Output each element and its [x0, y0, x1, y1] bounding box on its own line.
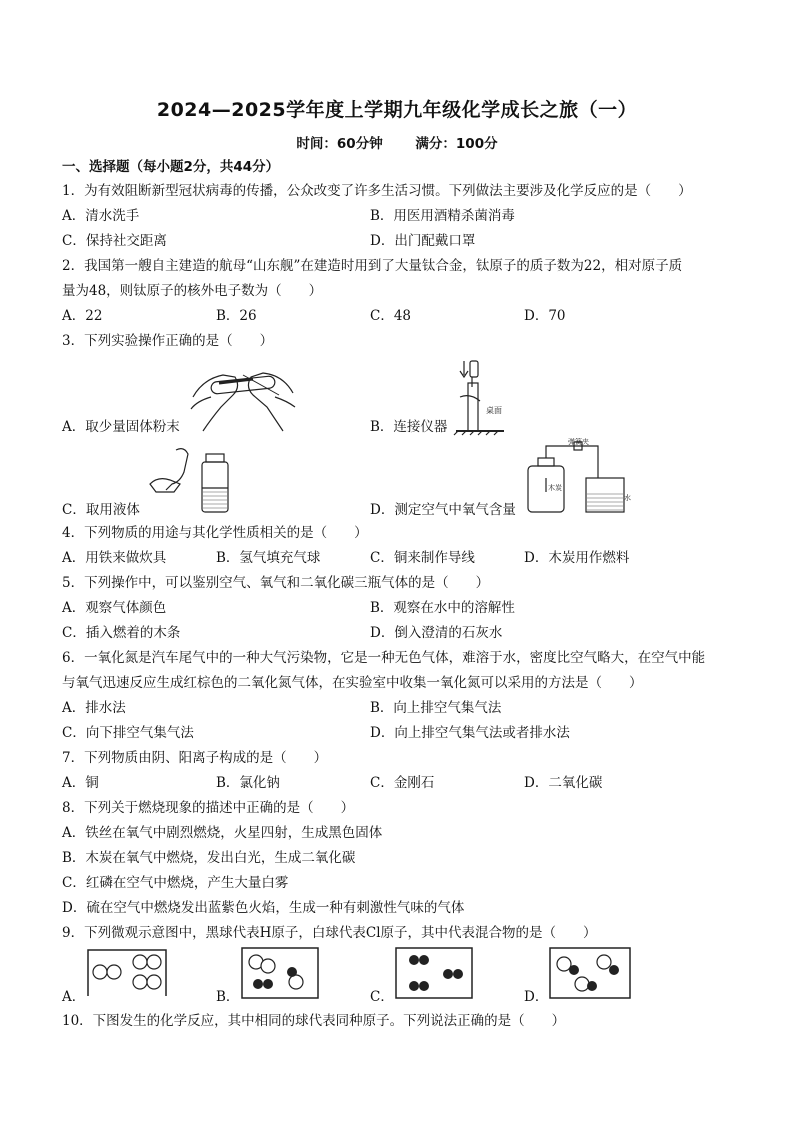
q1-option-a: A．清水洗手: [62, 208, 140, 224]
q2-option-d: D．70: [524, 308, 566, 324]
q6-option-c: C．向下排空气集气法: [62, 725, 194, 741]
q8-option-b: B．木炭在氧气中燃烧，发出白光，生成二氧化碳: [62, 850, 356, 866]
q3-option-d: D．测定空气中氧气含量: [370, 502, 516, 518]
question-10-stem: 10．下图发生的化学反应，其中相同的球代表同种原子。下列说法正确的是（ ）: [62, 1013, 566, 1029]
q3-option-b: B．连接仪器: [370, 419, 448, 435]
q4-option-d: D．木炭用作燃料: [524, 550, 630, 566]
q6-option-d: D．向上排空气集气法或者排水法: [370, 725, 570, 741]
exam-score: 满分：100分: [415, 136, 498, 152]
question-2-stem-line1: 2．我国第一艘自主建造的航母“山东舰”在建造时用到了大量钛合金，钛原子的质子数为22，相对原子质: [62, 258, 683, 274]
q9-figure-d: [548, 946, 632, 1000]
q5-option-a: A．观察气体颜色: [62, 600, 167, 616]
question-8-stem: 8．下列关于燃烧现象的描述中正确的是（ ）: [62, 800, 355, 816]
q8-option-d: D．硫在空气中燃烧发出蓝紫色火焰，生成一种有刺激性气味的气体: [62, 900, 465, 916]
q3-figure-d: [522, 438, 632, 516]
q4-option-a: A．用铁来做炊具: [62, 550, 167, 566]
q7-option-c: C．金刚石: [370, 775, 435, 791]
q5-option-d: D．倒入澄清的石灰水: [370, 625, 503, 641]
question-1-stem: 1．为有效阻断新型冠状病毒的传播，公众改变了许多生活习惯。下列做法主要涉及化学反应的是（ ）: [62, 183, 692, 199]
q8-option-a: A．铁丝在氧气中剧烈燃烧，火星四射，生成黑色固体: [62, 825, 383, 841]
q9-option-a: A．: [62, 989, 86, 1005]
question-6-stem-line2: 与氧气迅速反应生成红棕色的二氧化氮气体，在实验室中收集一氧化氮可以采用的方法是（ ）: [62, 675, 643, 691]
question-5-stem: 5．下列操作中，可以鉴别空气、氧气和二氧化碳三瓶气体的是（ ）: [62, 575, 490, 591]
question-4-stem: 4．下列物质的用途与其化学性质相关的是（ ）: [62, 525, 368, 541]
q3-option-c: C．取用液体: [62, 502, 140, 518]
q9-figure-a: [86, 948, 168, 998]
q7-option-a: A．铜: [62, 775, 99, 791]
question-2-stem-line2: 量为48，则钛原子的核外电子数为（ ）: [62, 283, 323, 299]
q1-option-b: B．用医用酒精杀菌消毒: [370, 208, 515, 224]
exam-title: 2024—2025学年度上学期九年级化学成长之旅（一）: [156, 99, 638, 121]
question-9-stem: 9．下列微观示意图中，黑球代表H原子，白球代表Cl原子，其中代表混合物的是（ ）: [62, 925, 597, 941]
question-6-stem-line1: 6．一氧化氮是汽车尾气中的一种大气污染物，它是一种无色气体，难溶于水，密度比空气略大，在空气中能: [62, 650, 706, 666]
q3-table-label: 桌面: [486, 406, 502, 415]
q2-option-c: C．48: [370, 308, 412, 324]
q5-option-b: B．观察在水中的溶解性: [370, 600, 515, 616]
q7-option-b: B．氯化钠: [216, 775, 280, 791]
q5-option-c: C．插入燃着的木条: [62, 625, 181, 641]
q2-option-a: A．22: [62, 308, 103, 324]
exam-time: 时间：60分钟: [296, 136, 383, 152]
exam-subtitle: [0, 132, 794, 152]
q3-carbon-label: 木炭: [548, 484, 562, 492]
q9-option-c: C．: [370, 989, 394, 1005]
q1-option-c: C．保持社交距离: [62, 233, 167, 249]
q7-option-d: D．二氧化碳: [524, 775, 603, 791]
q6-option-a: A．排水法: [62, 700, 126, 716]
q9-option-b: B．: [216, 989, 240, 1005]
q8-option-c: C．红磷在空气中燃烧，产生大量白雾: [62, 875, 289, 891]
section-heading: 一、选择题（每小题2分，共44分）: [62, 159, 280, 175]
q3-figure-a: [183, 357, 303, 435]
q3-option-a: A．取少量固体粉末: [62, 419, 180, 435]
q3-figure-c: [140, 440, 240, 520]
q1-option-d: D．出门配戴口罩: [370, 233, 476, 249]
q3-figure-b: [440, 357, 520, 437]
q9-figure-b: [240, 946, 320, 1000]
q4-option-c: C．铜来制作导线: [370, 550, 475, 566]
q4-option-b: B．氢气填充气球: [216, 550, 321, 566]
q3-clip-label: 弹簧夹: [568, 438, 589, 446]
q6-option-b: B．向上排空气集气法: [370, 700, 502, 716]
q2-option-b: B．26: [216, 308, 257, 324]
q9-option-d: D．: [524, 989, 549, 1005]
question-7-stem: 7．下列物质由阴、阳离子构成的是（ ）: [62, 750, 328, 766]
question-3-stem: 3．下列实验操作正确的是（ ）: [62, 333, 274, 349]
q3-water-label: 水: [624, 494, 631, 502]
q9-figure-c: [394, 946, 474, 1000]
